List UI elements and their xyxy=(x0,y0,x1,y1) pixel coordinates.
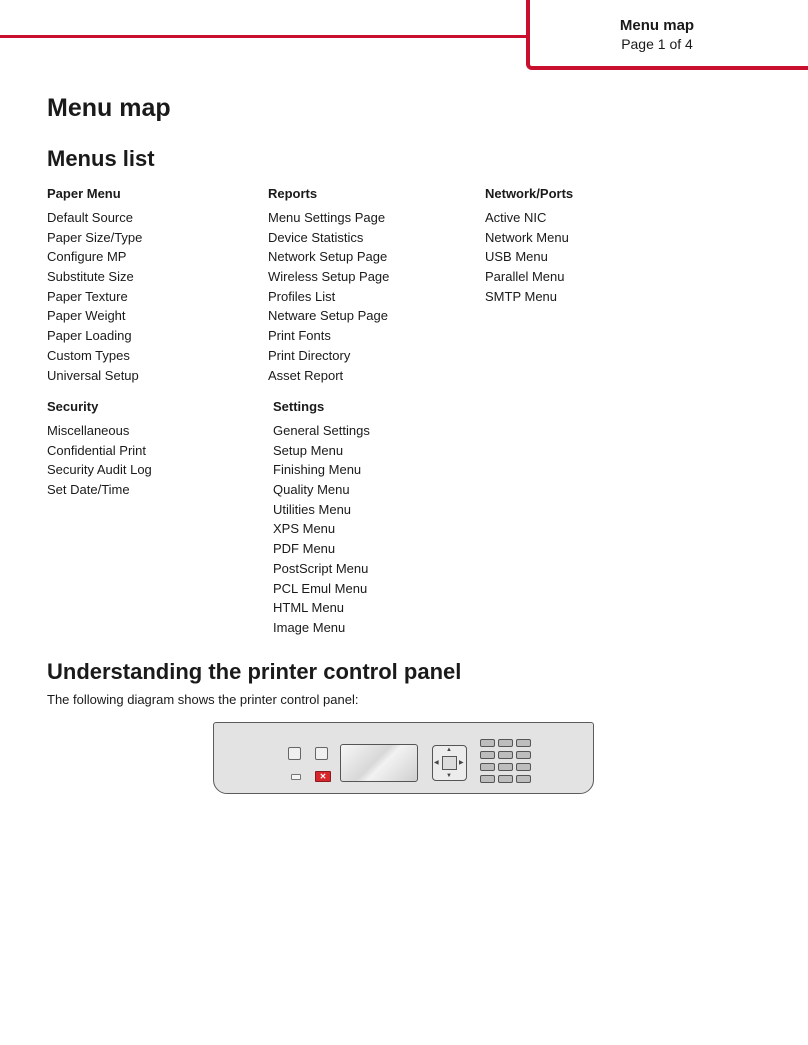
security-column xyxy=(47,398,152,500)
list-item: Utilities Menu xyxy=(273,501,352,517)
settings-column xyxy=(273,398,370,638)
list-item: Substitute Size xyxy=(47,269,134,285)
list-item: USB Menu xyxy=(485,249,548,265)
list-item: Paper Loading xyxy=(47,328,132,344)
list-item: Paper Weight xyxy=(47,308,126,324)
list-item: Universal Setup xyxy=(47,367,139,383)
list-item: Paper Texture xyxy=(47,288,128,304)
list-item: Netware Setup Page xyxy=(268,308,388,324)
list-item: HTML Menu xyxy=(273,600,345,616)
network-ports-heading: Network/Ports xyxy=(485,186,574,201)
menu-button-icon xyxy=(288,747,301,760)
list-item: Image Menu xyxy=(273,619,346,635)
list-item: Wireless Setup Page xyxy=(268,269,390,285)
list-item: Security Audit Log xyxy=(47,462,152,478)
list-item: Network Setup Page xyxy=(268,249,388,265)
list-item: Setup Menu xyxy=(273,442,344,458)
list-item: Quality Menu xyxy=(273,482,350,498)
printer-control-panel-diagram xyxy=(213,722,594,794)
list-item: Default Source xyxy=(47,210,133,225)
list-item: General Settings xyxy=(273,423,370,438)
list-item: Print Fonts xyxy=(268,328,331,344)
paper-menu-heading: Paper Menu xyxy=(47,186,121,201)
list-item: Menu Settings Page xyxy=(268,210,386,225)
reports-heading: Reports xyxy=(268,186,318,201)
list-item: PCL Emul Menu xyxy=(273,580,368,596)
display-screen-icon xyxy=(340,744,418,782)
list-item: Parallel Menu xyxy=(485,269,565,285)
navigation-pad-icon: ▲ ▼ ◀ ▶ xyxy=(432,745,467,781)
list-item: Asset Report xyxy=(268,367,344,383)
list-item: Profiles List xyxy=(268,288,336,304)
list-item: Device Statistics xyxy=(268,229,364,245)
header-rule xyxy=(0,35,530,38)
reports-column xyxy=(268,185,389,385)
security-heading: Security xyxy=(47,399,99,414)
header-page-number: Page 1 of 4 xyxy=(621,36,693,52)
stop-button-icon: ✕ xyxy=(315,771,331,782)
list-item: Finishing Menu xyxy=(273,462,362,478)
settings-heading: Settings xyxy=(273,399,325,414)
network-ports-column xyxy=(485,185,573,306)
list-item: Network Menu xyxy=(485,229,569,245)
list-item: Miscellaneous xyxy=(47,423,130,438)
list-item: Set Date/Time xyxy=(47,482,130,498)
list-item: Configure MP xyxy=(47,249,127,265)
back-button-icon xyxy=(315,747,328,760)
paper-menu-column xyxy=(47,185,142,385)
list-item: Print Directory xyxy=(268,347,351,363)
document-title: Menu map xyxy=(47,94,171,122)
control-panel-title: Understanding the printer control panel xyxy=(47,659,462,684)
list-item: SMTP Menu xyxy=(485,288,558,304)
list-item: Active NIC xyxy=(485,210,547,225)
list-item: Paper Size/Type xyxy=(47,229,143,245)
list-item: PostScript Menu xyxy=(273,560,369,576)
control-panel-description: The following diagram shows the printer control panel: xyxy=(47,692,359,707)
list-item: PDF Menu xyxy=(273,541,336,557)
list-item: XPS Menu xyxy=(273,521,336,537)
list-item: Confidential Print xyxy=(47,442,146,458)
header-tab xyxy=(526,0,808,70)
select-button-icon xyxy=(442,756,457,770)
indicator-light-icon xyxy=(291,774,301,780)
list-item: Custom Types xyxy=(47,347,130,363)
header-title: Menu map xyxy=(619,17,695,34)
menus-list-title: Menus list xyxy=(47,146,155,171)
